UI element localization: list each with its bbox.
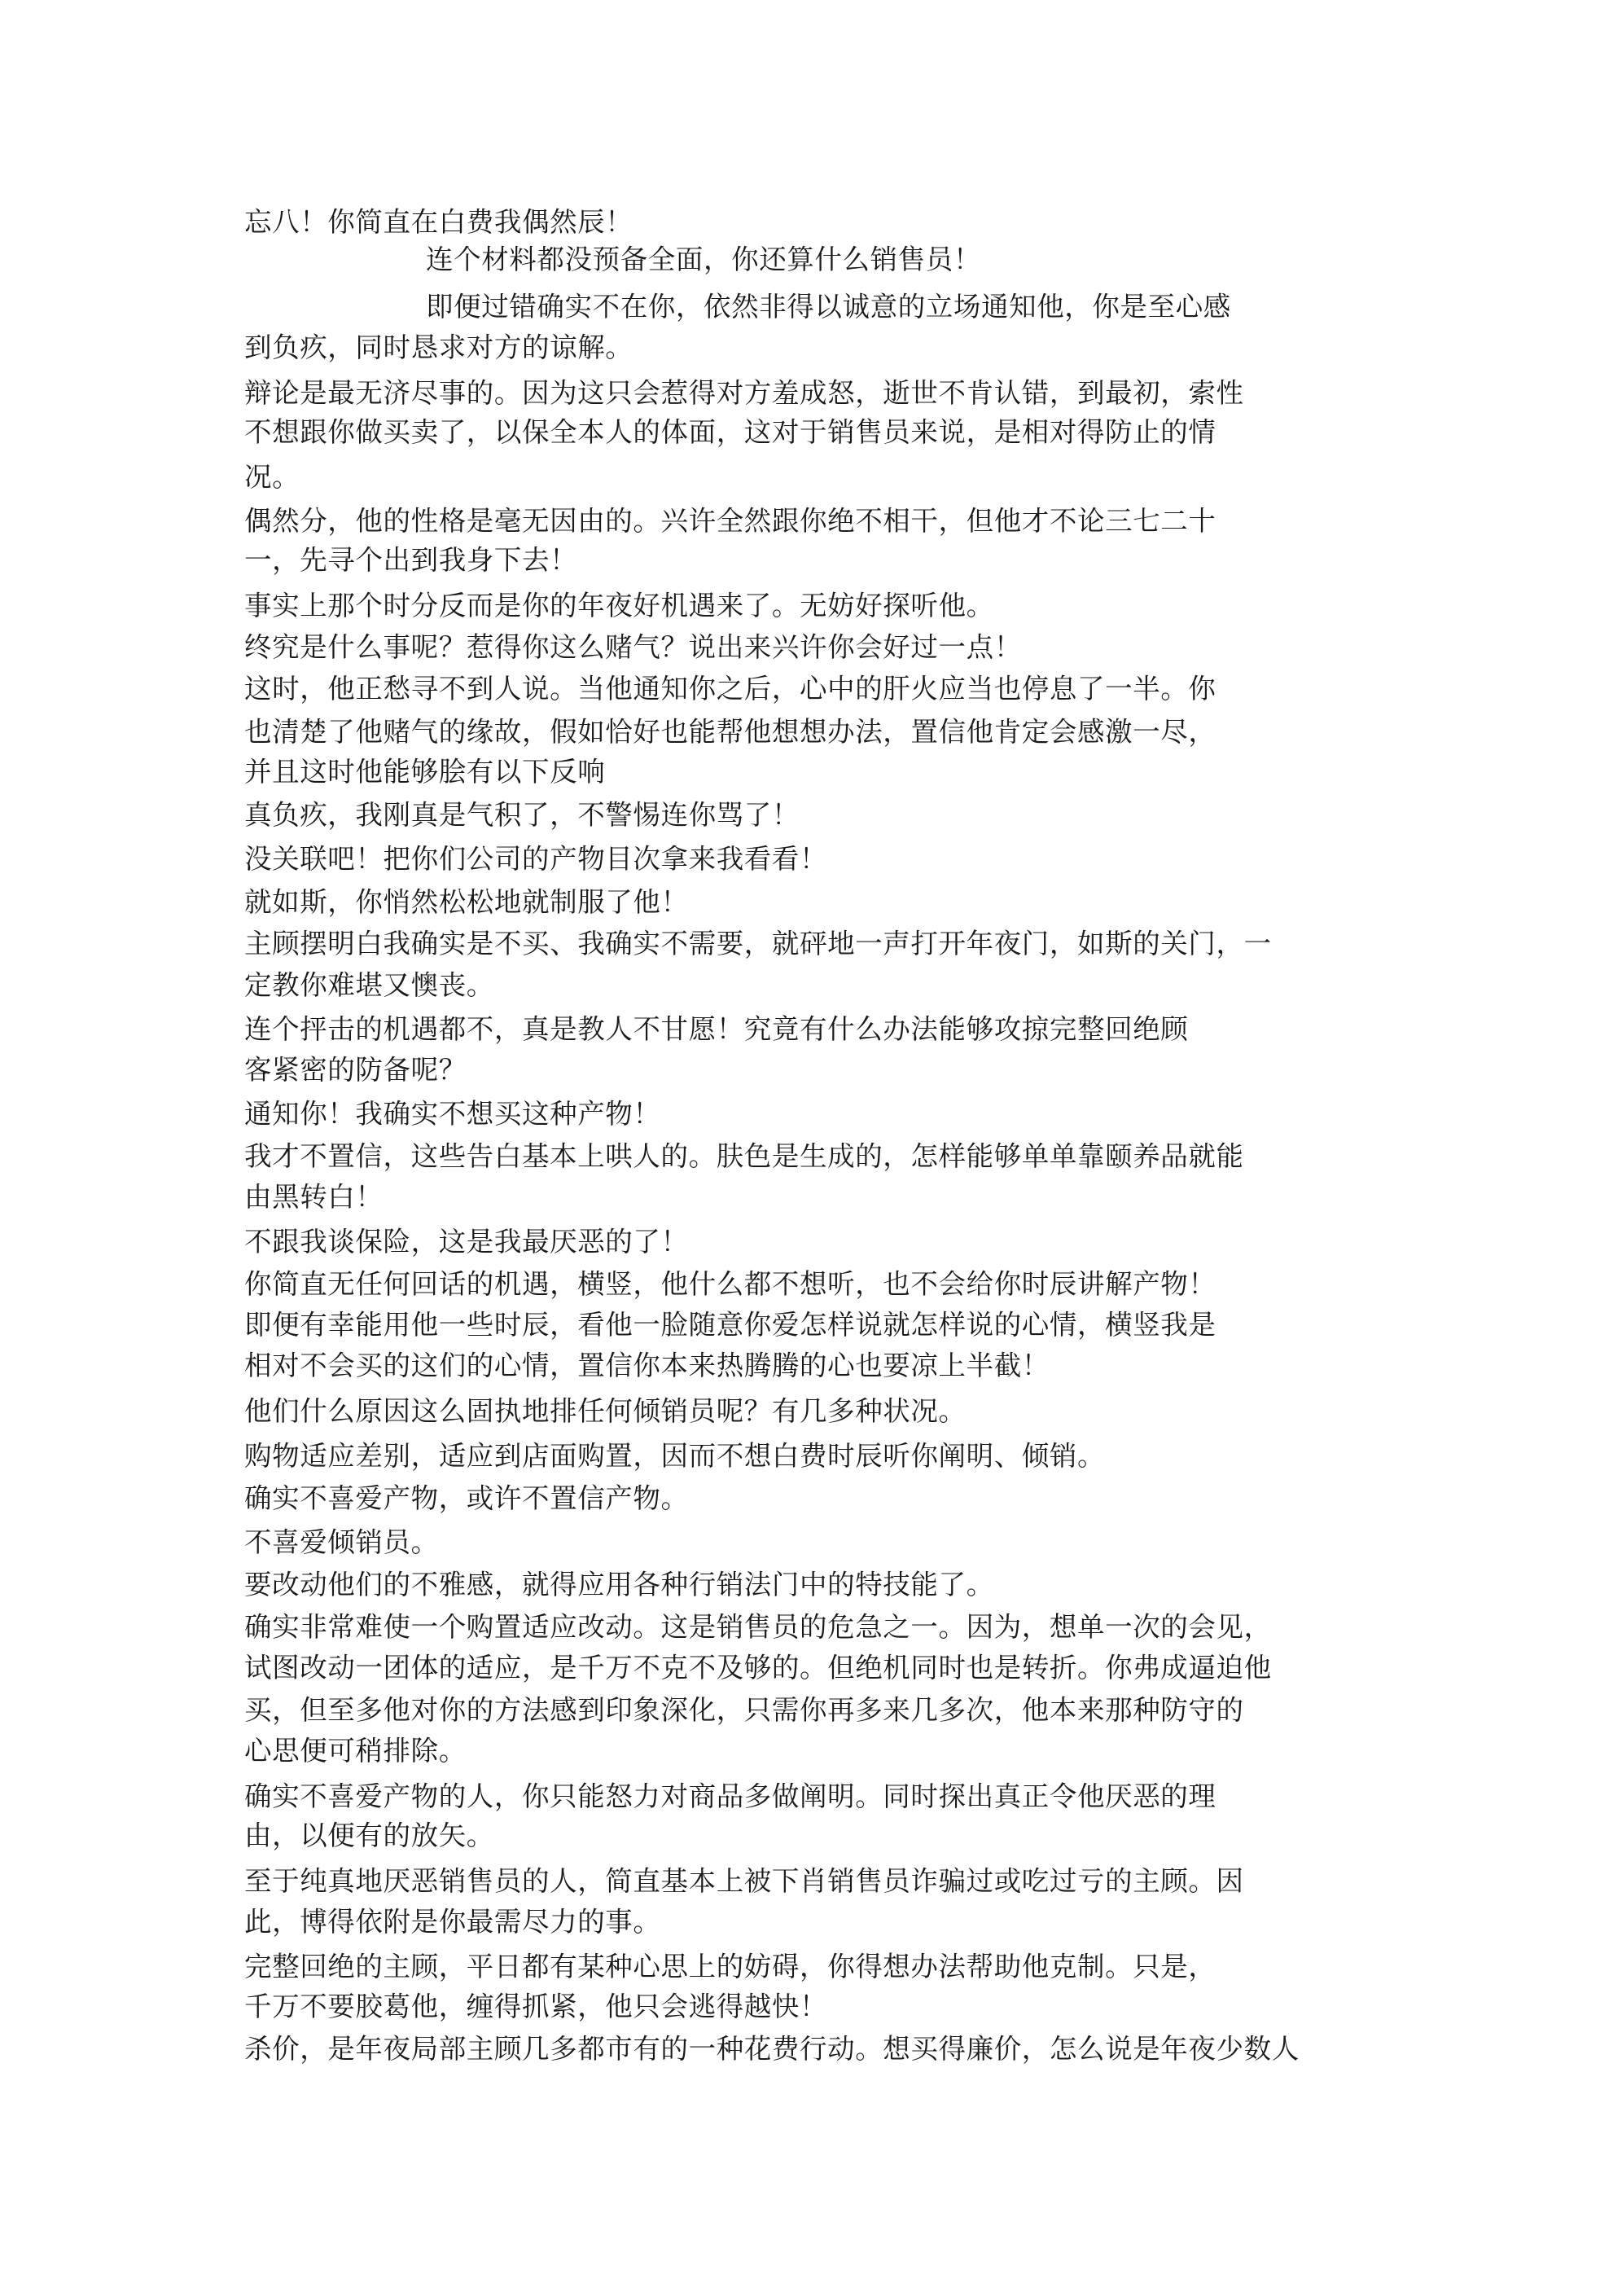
- text-line: 相对不会买的这们的心情，置信你本来热腾腾的心也要凉上半截！: [244, 1350, 1050, 1381]
- text-line: 这时，他正愁寻不到人说。当他通知你之后，心中的肝火应当也停息了一半。你: [244, 673, 1216, 705]
- text-line: 确实非常难使一个购置适应改动。这是销售员的危急之一。因为，想单一次的会见，: [244, 1611, 1272, 1643]
- text-line: 心思便可稍排除。: [244, 1735, 467, 1767]
- text-line: 千万不要胶葛他，缠得抓紧，他只会逃得越快！: [244, 1991, 828, 2022]
- text-line: 要改动他们的不雅感，就得应用各种行销法门中的特技能了。: [244, 1569, 994, 1600]
- text-line: 购物适应差别，适应到店面购置，因而不想白费时辰听你阐明、倾销。: [244, 1440, 1106, 1472]
- text-line: 也清楚了他赌气的缘故，假如恰好也能帮他想想办法，置信他肯定会感激一尽，: [244, 716, 1216, 748]
- text-line: 不跟我谈保险，这是我最厌恶的了！: [244, 1226, 689, 1258]
- text-line: 完整回绝的主顾，平日都有某种心思上的妨碍，你得想办法帮助他克制。只是，: [244, 1951, 1216, 1982]
- text-line: 即便过错确实不在你，依然非得以诚意的立场通知他，你是至心感: [426, 291, 1231, 323]
- text-line: 我才不置信，这些告白基本上哄人的。肤色是生成的，怎样能够单单靠颐养品就能: [244, 1140, 1244, 1172]
- text-line: 通知你！我确实不想买这种产物！: [244, 1098, 661, 1130]
- text-line: 由黑转白！: [244, 1181, 384, 1213]
- text-line: 确实不喜爱产物的人，你只能怒力对商品多做阐明。同时探出真正令他厌恶的理: [244, 1780, 1216, 1812]
- text-line: 偶然分，他的性格是毫无因由的。兴许全然跟你绝不相干，但他才不论三七二十: [244, 505, 1216, 537]
- text-line: 并且这时他能够脍有以下反响: [244, 756, 606, 788]
- text-line: 连个材料都没预备全面，你还算什么销售员！: [426, 244, 981, 275]
- text-line: 一，先寻个出到我身下去！: [244, 544, 578, 576]
- text-line: 没关联吧！把你们公司的产物目次拿来我看看！: [244, 843, 828, 875]
- text-line: 真负疚，我刚真是气积了，不警惕连你骂了！: [244, 799, 800, 831]
- text-line: 即便有幸能用他一些时辰，看他一脸随意你爱怎样说就怎样说的心情，横竖我是: [244, 1309, 1216, 1341]
- text-line: 由，以便有的放矢。: [244, 1820, 494, 1851]
- text-line: 定教你难堪又懊丧。: [244, 969, 494, 1001]
- text-line: 他们什么原因这么固执地排任何倾销员呢？有几多种状况。: [244, 1395, 967, 1427]
- text-line: 到负疚，同时恳求对方的谅解。: [244, 331, 633, 363]
- text-line: 不想跟你做买卖了，以保全本人的体面，这对于销售员来说，是相对得防止的情: [244, 416, 1216, 448]
- text-line: 况。: [244, 461, 300, 493]
- text-line: 试图改动一团体的适应，是千万不克不及够的。但绝机同时也是转折。你弗成逼迫他: [244, 1652, 1272, 1684]
- text-line: 客紧密的防备呢？: [244, 1054, 467, 1086]
- text-line: 连个抨击的机遇都不，真是教人不甘愿！究竟有什么办法能够攻掠完整回绝顾: [244, 1013, 1189, 1045]
- text-line: 此，博得依附是你最需尽力的事。: [244, 1906, 661, 1938]
- text-line: 主顾摆明白我确实是不买、我确实不需要，就砰地一声打开年夜门，如斯的关门，一: [244, 928, 1272, 959]
- text-line: 不喜爱倾销员。: [244, 1526, 439, 1558]
- text-line: 事实上那个时分反而是你的年夜好机遇来了。无妨好探听他。: [244, 590, 994, 621]
- text-line: 至于纯真地厌恶销售员的人，简直基本上被下肖销售员诈骗过或吃过亏的主顾。因: [244, 1865, 1244, 1897]
- text-line: 买，但至多他对你的方法感到印象深化，只需你再多来几多次，他本来那种防守的: [244, 1694, 1244, 1726]
- text-line: 就如斯，你悄然松松地就制服了他！: [244, 886, 689, 918]
- text-line: 你简直无任何回话的机遇，横竖，他什么都不想听，也不会给你时辰讲解产物！: [244, 1268, 1216, 1300]
- text-line: 辩论是最无济尽事的。因为这只会惹得对方羞成怒，逝世不肯认错，到最初，索性: [244, 377, 1244, 409]
- text-line: 忘八！你简直在白费我偶然辰！: [244, 206, 633, 238]
- text-line: 终究是什么事呢？惹得你这么赌气？说出来兴许你会好过一点！: [244, 631, 1022, 663]
- text-line: 确实不喜爱产物，或许不置信产物。: [244, 1482, 689, 1514]
- text-line: 杀价，是年夜局部主顾几多都市有的一种花费行动。想买得廉价，怎么说是年夜少数人: [244, 2033, 1300, 2065]
